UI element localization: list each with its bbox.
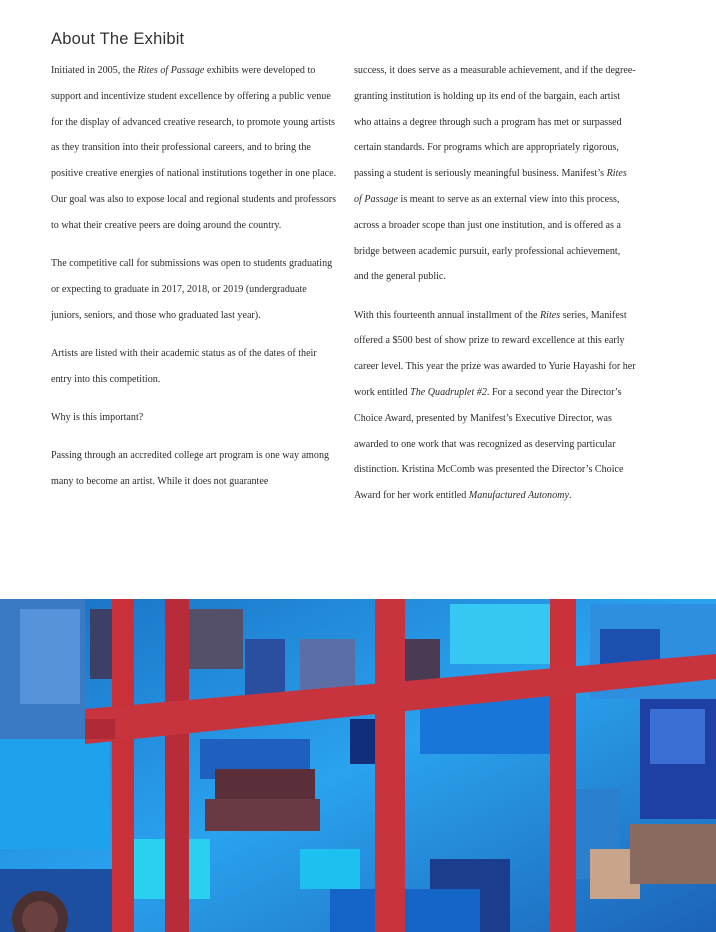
exhibit-name: Rites of Passage bbox=[137, 65, 205, 76]
call-paragraph: The competitive call for submissions was open to students graduating or expecting to graduate in 2017, 2018, or 2019 (undergraduate juniors, seniors, and those who graduated last year). bbox=[51, 258, 333, 321]
question-paragraph: Why is this important? bbox=[51, 412, 144, 424]
intro-paragraph bbox=[51, 58, 337, 239]
text-run: series, Manifest offered a $500 best of show prize to reward excellence at this early career level. This year the prize was awarded to Yurie Hayashi for her work entitled bbox=[354, 309, 636, 399]
status-paragraph: Artists are listed with their academic status as of the dates of their entry into this competition. bbox=[51, 347, 317, 385]
text-run: is meant to serve as an external view into this process, across a broader scope than just one institution, and is offered as a bridge between academic pursuit, early professional achievement, and the general public. bbox=[354, 193, 621, 283]
text-run: success, it does serve as a measurable achievement, and if the degree-granting institution is holding up its end of the bargain, each artist who attains a degree through such a program has met or surpassed certain standards. For programs which are appropriately rigorous, passing a student is seriously meaningful business. Manifest’s bbox=[354, 65, 636, 180]
painting-artwork bbox=[0, 599, 716, 932]
continuation-paragraph bbox=[354, 58, 636, 290]
artwork-title: The Quadruplet #2 bbox=[410, 387, 487, 399]
text-run: Initiated in 2005, the bbox=[51, 65, 138, 76]
page-title: About The Exhibit bbox=[51, 30, 185, 48]
artwork-title: Manufactured Autonomy bbox=[468, 490, 569, 502]
prize-paragraph bbox=[354, 303, 636, 509]
exhibit-name: Rites of Passage bbox=[354, 168, 627, 205]
painting-image bbox=[0, 599, 716, 932]
text-run: With this fourteenth annual installment of the bbox=[354, 309, 541, 321]
text-run: . bbox=[568, 490, 572, 502]
left-column bbox=[51, 58, 337, 507]
series-name: Rites bbox=[540, 309, 561, 321]
right-column bbox=[354, 58, 636, 522]
text-run: . For a second year the Director’s Choice Award, presented by Manifest’s Executive Director, was awarded to one work that was recognized as deserving particular distinction. Kristina McComb was presented the Director’s Choice Award for her work entitled bbox=[354, 387, 624, 502]
accreditation-paragraph: Passing through an accredited college art program is one way among many to become an artist. While it does not guarantee bbox=[51, 450, 330, 488]
text-run: exhibits were developed to support and incentivize student excellence by offering a public venue for the display of advanced creative research, to promote young artists as they transition into their professional careers, and to bring the positive creative energies of national institutions together in one place. Our goal was also to expose local and regional students and professors to what their creative peers are doing around the country. bbox=[51, 65, 337, 231]
